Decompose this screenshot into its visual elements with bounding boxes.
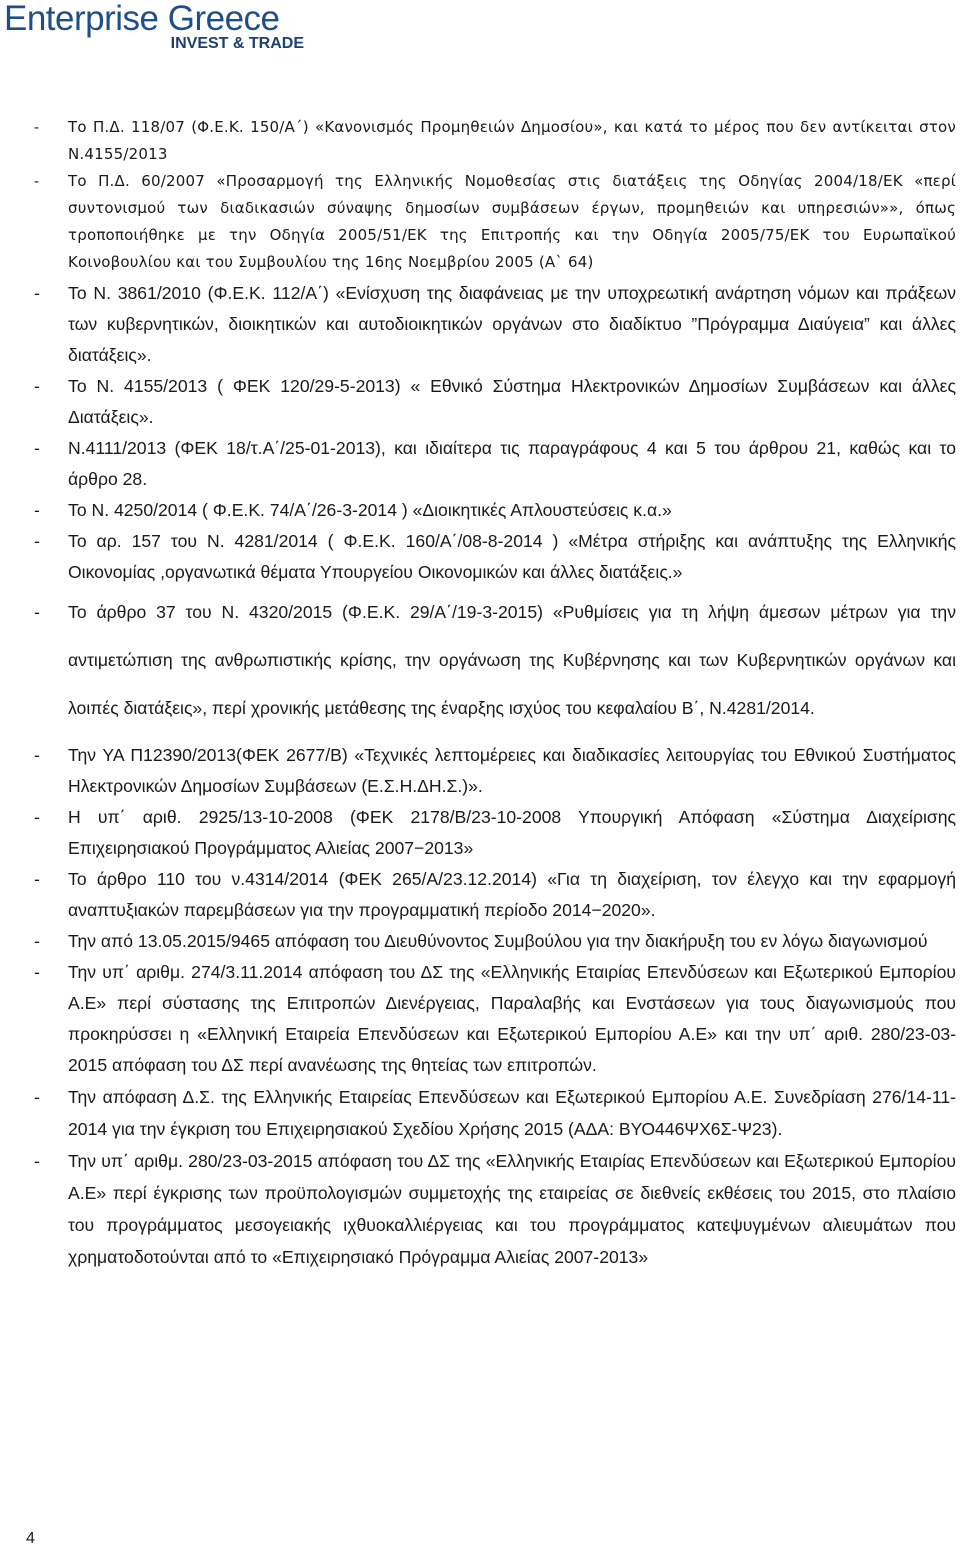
list-item <box>34 1145 956 1273</box>
list-item <box>34 957 956 1081</box>
list-bullet: - <box>34 173 40 190</box>
list-item-text: Το Ν. 4250/2014 ( Φ.Ε.Κ. 74/Α΄/26-3-2014 ) «Διοικητικές Απλουστεύσεις κ.α.» <box>68 500 672 520</box>
list-bullet: - <box>34 1151 40 1171</box>
list-item-text: Την από 13.05.2015/9465 απόφαση του Διευθύνοντος Συμβούλου για την διακήρυξη του εν λόγω διαγωνισμού <box>68 931 928 951</box>
list-bullet: - <box>34 602 40 622</box>
page-number: 4 <box>26 1530 35 1547</box>
list-bullet: - <box>34 438 40 458</box>
list-item <box>34 864 956 926</box>
list-item-text: Ν.4111/2013 (ΦΕΚ 18/τ.Α΄/25-01-2013), και ιδιαίτερα τις παραγράφους 4 και 5 του άρθρου 21, καθώς και το άρθρο 28. <box>68 438 956 489</box>
list-item-text: Την υπ΄ αριθμ. 274/3.11.2014 απόφαση του ΔΣ της «Ελληνικής Εταιρίας Επενδύσεων και Εξωτερικού Εμπορίου Α.Ε» περί σύστασης της Επιτροπών Διενέργειας, Παραλαβής και Ενστάσεων για τους διαγωνισμούς που προκηρύσσει η «Ελληνική Εταιρεία Επενδύσεων και Εξωτερικού Εμπορίου Α.Ε» και την υπ΄ αριθ. 280/23-03-2015 απόφαση του ΔΣ περί ανανέωσης της θητείας των επιτροπών. <box>68 962 956 1075</box>
list-item <box>34 526 956 588</box>
list-item <box>34 926 956 957</box>
list-item-text: Την ΥΑ Π12390/2013(ΦΕΚ 2677/Β) «Τεχνικές λεπτομέρειες και διαδικασίες λειτουργίας του Εθνικού Συστήματος Ηλεκτρονικών Δημοσίων Συμβάσεων (Ε.Σ.Η.ΔΗ.Σ.)». <box>68 745 956 796</box>
list-item <box>34 278 956 371</box>
list-bullet: - <box>34 1087 40 1107</box>
list-bullet: - <box>34 283 40 303</box>
list-item-text: Το αρ. 157 του Ν. 4281/2014 ( Φ.Ε.Κ. 160/Α΄/08-8-2014 ) «Μέτρα στήριξης και ανάπτυξης της Ελληνικής Οικονομίας ,οργανωτικά θέματα Υπουργείου Οικονομικών και άλλες διατάξεις.» <box>68 531 956 582</box>
list-item <box>34 168 956 276</box>
list-item-text: Το Ν. 4155/2013 ( ΦΕΚ 120/29-5-2013) « Εθνικό Σύστημα Ηλεκτρονικών Δημοσίων Συμβάσεων και άλλες Διατάξεις». <box>68 376 956 427</box>
list-bullet: - <box>34 962 40 982</box>
list-item <box>34 802 956 864</box>
list-bullet: - <box>34 931 40 951</box>
list-item-text: Το Ν. 3861/2010 (Φ.Ε.Κ. 112/Α΄) «Ενίσχυση της διαφάνειας με την υποχρεωτική ανάρτηση νόμων και πράξεων των κυβερνητικών, διοικητικών και αυτοδιοικητικών οργάνων στο διαδίκτυο ”Πρόγραμμα Διαύγεια” και άλλες διατάξεις». <box>68 283 956 365</box>
list-item-text: Το άρθρο 37 του Ν. 4320/2015 (Φ.Ε.Κ. 29/Α΄/19-3-2015) «Ρυθμίσεις για τη λήψη άμεσων μέτρων για την αντιμετώπιση της ανθρωπιστικής κρίσης, την οργάνωση της Κυβέρνησης και των Κυβερνητικών οργάνων και λοιπές διατάξεις», περί χρονικής μετάθεσης της έναρξης ισχύος του κεφαλαίου Β΄, Ν.4281/2014. <box>68 602 956 718</box>
legal-basis-list <box>34 114 956 1273</box>
list-item <box>34 433 956 495</box>
list-item-text: Το άρθρο 110 του ν.4314/2014 (ΦΕΚ 265/Α/23.12.2014) «Για τη διαχείριση, τον έλεγχο και την εφαρμογή αναπτυξιακών παρεμβάσεων για την προγραμματική περίοδο 2014−2020». <box>68 869 956 920</box>
list-item <box>34 371 956 433</box>
list-item-text: Το Π.Δ. 60/2007 «Προσαρμογή της Ελληνικής Νομοθεσίας στις διατάξεις της Οδηγίας 2004/18/ΕΚ «περί συντονισμού των διαδικασιών σύναψης δημοσίων συμβάσεων έργων, προμηθειών και υπηρεσιών»», όπως τροποποιήθηκε με την Οδηγία 2005/51/ΕΚ της Επιτροπής και την Οδηγία 2005/75/ΕΚ του Ευρωπαϊκού Κοινοβουλίου και του Συμβουλίου της 16ης Νοεμβρίου 2005 (Α` 64) <box>68 172 956 271</box>
list-bullet: - <box>34 807 40 827</box>
logo-title: Enterprise Greece <box>4 0 280 38</box>
list-bullet: - <box>34 119 40 136</box>
list-bullet: - <box>34 500 40 520</box>
logo-subtitle: INVEST & TRADE <box>170 35 304 52</box>
list-bullet: - <box>34 745 40 765</box>
list-bullet: - <box>34 869 40 889</box>
list-item <box>34 114 956 168</box>
list-item-text: Το Π.Δ. 118/07 (Φ.Ε.Κ. 150/Α΄) «Κανονισμός Προμηθειών Δημοσίου», και κατά το μέρος που δεν αντίκειται στον Ν.4155/2013 <box>68 118 956 163</box>
list-item <box>34 588 956 732</box>
list-item-text: Την απόφαση Δ.Σ. της Ελληνικής Εταιρείας Επενδύσεων και Εξωτερικού Εμπορίου Α.Ε. Συνεδρίαση 276/14-11-2014 για την έγκριση του Επιχειρησιακού Σχεδίου Χρήσης 2015 (ΑΔΑ: ΒΥΟ446ΨΧ6Σ-Ψ23). <box>68 1087 956 1139</box>
list-item-text: Την υπ΄ αριθμ. 280/23-03-2015 απόφαση του ΔΣ της «Ελληνικής Εταιρίας Επενδύσεων και Εξωτερικού Εμπορίου Α.Ε» περί έγκρισης των προϋπολογισμών συμμετοχής της εταιρείας σε διεθνείς εκθέσεις του 2015, στο πλαίσιο του προγράμματος μεσογειακής ιχθυοκαλλιέργειας και του προγράμματος κατεψυγμένων αλιευμάτων που χρηματοδοτούνται από το «Επιχειρησιακό Πρόγραμμα Αλιείας 2007-2013» <box>68 1151 956 1267</box>
list-item <box>34 740 956 802</box>
enterprise-greece-logo <box>4 0 324 52</box>
list-item-text: Η υπ΄ αριθ. 2925/13-10-2008 (ΦΕΚ 2178/Β/23-10-2008 Υπουργική Απόφαση «Σύστημα Διαχείρισης Επιχειρησιακού Προγράμματος Αλιείας 2007−2013» <box>68 807 956 858</box>
list-bullet: - <box>34 376 40 396</box>
list-item <box>34 495 956 526</box>
list-item <box>34 1081 956 1145</box>
list-bullet: - <box>34 531 40 551</box>
